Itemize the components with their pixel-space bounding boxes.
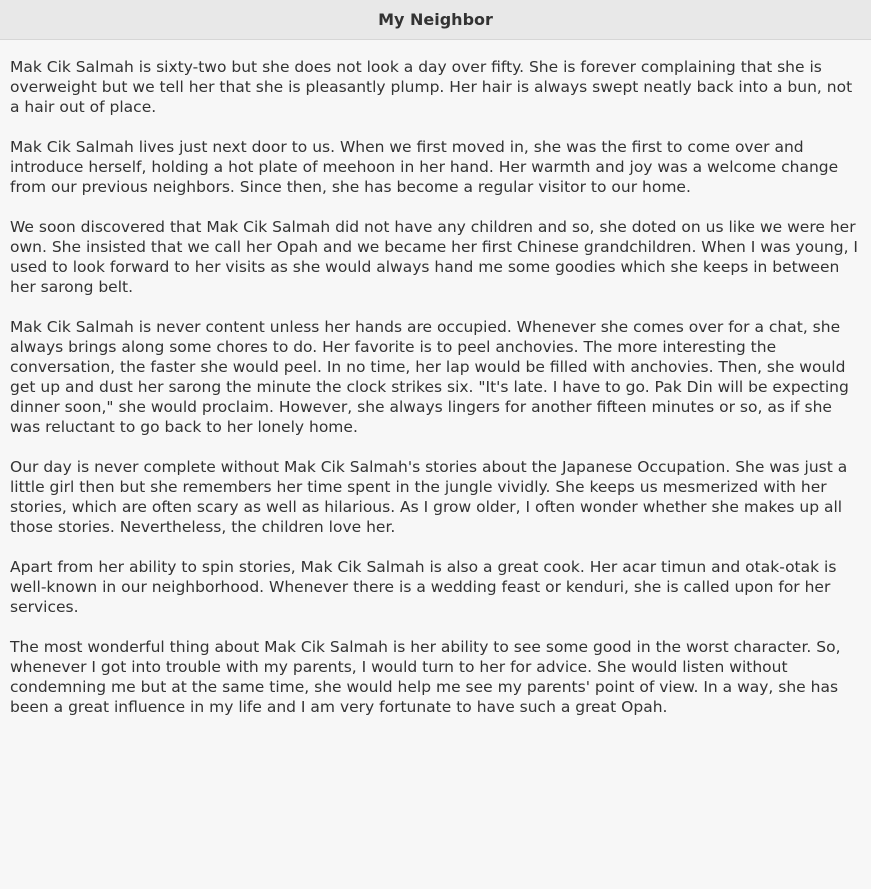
- paragraph-6: Apart from her ability to spin stories, Mak Cik Salmah is also a great cook. Her acar timun and otak-otak is well-known in our neighborhood. Whenever there is a wedding feast or kenduri, she is called upon for her services.: [10, 558, 837, 616]
- header-bar: [0, 0, 871, 40]
- page-title: My Neighbor: [378, 10, 493, 29]
- paragraph-1: Mak Cik Salmah is sixty-two but she does not look a day over fifty. She is forever complaining that she is overweight but we tell her that she is pleasantly plump. Her hair is always swept neatly back into a bun, not a hair out of place.: [10, 58, 853, 116]
- paragraph-3: We soon discovered that Mak Cik Salmah did not have any children and so, she doted on us like we were her own. She insisted that we call her Opah and we became her first Chinese grandchildren. When I was young, I used to look forward to her visits as she would always hand me some goodies which she keeps in between her sarong belt.: [10, 218, 858, 296]
- article-body: [10, 57, 862, 737]
- paragraph-4: Mak Cik Salmah is never content unless her hands are occupied. Whenever she comes over for a chat, she always brings along some chores to do. Her favorite is to peel anchovies. The more interesting the conversation, the faster she would peel. In no time, her lap would be filled with anchovies. Then, she would get up and dust her sarong the minute the clock strikes six. "It's late. I have to go. Pak Din will be expecting dinner soon," she would proclaim. However, she always lingers for another fifteen minutes or so, as if she was reluctant to go back to her lonely home.: [10, 318, 849, 436]
- paragraph-7: The most wonderful thing about Mak Cik Salmah is her ability to see some good in the worst character. So, whenever I got into trouble with my parents, I would turn to her for advice. She would listen without condemning me but at the same time, she would help me see my parents' point of view. In a way, she has been a great influence in my life and I am very fortunate to have such a great Opah.: [10, 638, 841, 716]
- paragraph-5: Our day is never complete without Mak Cik Salmah's stories about the Japanese Occupation. She was just a little girl then but she remembers her time spent in the jungle vividly. She keeps us mesmerized with her stories, which are often scary as well as hilarious. As I grow older, I often wonder whether she makes up all those stories. Nevertheless, the children love her.: [10, 458, 848, 536]
- paragraph-2: Mak Cik Salmah lives just next door to us. When we first moved in, she was the first to come over and introduce herself, holding a hot plate of meehoon in her hand. Her warmth and joy was a welcome change from our previous neighbors. Since then, she has become a regular visitor to our home.: [10, 138, 839, 196]
